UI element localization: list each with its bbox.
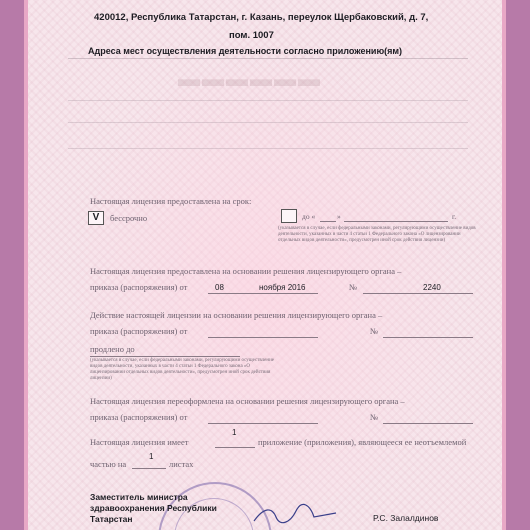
reissue-order-label: приказа (распоряжения) от xyxy=(90,412,188,422)
document-paper xyxy=(28,0,502,530)
extension-date-line xyxy=(208,337,318,338)
faint-line xyxy=(68,100,468,101)
appendix-sheets-line xyxy=(132,468,166,469)
appendix-sheets-label: листах xyxy=(169,459,194,469)
extended-until-label: продлено до xyxy=(90,344,135,354)
until-month-line xyxy=(344,221,448,222)
appendix-count-line xyxy=(215,447,255,448)
appendix-text: приложение (приложения), являющееся ее неотъемлемой xyxy=(258,437,467,447)
signatory-name: Р.С. Залалдинов xyxy=(373,513,439,523)
reissue-number-sign: № xyxy=(370,412,379,422)
until-mid: » xyxy=(337,212,341,221)
faded-watermark-title: ▬▬▬▬▬▬ xyxy=(178,66,322,91)
basis-date-line xyxy=(208,293,318,294)
until-prefix: до « xyxy=(302,212,316,221)
activity-places-text: Адреса мест осуществления деятельности согласно приложению(ям) xyxy=(88,46,403,56)
reissue-date-line xyxy=(208,423,318,424)
appendix-sheets: 1 xyxy=(149,452,154,461)
until-date-checkbox xyxy=(281,209,297,223)
signatory-position-line-1: Заместитель министра xyxy=(90,492,188,502)
indefinite-checkbox: V xyxy=(88,211,104,225)
faint-line xyxy=(68,148,468,149)
basis-number-sign: № xyxy=(349,282,358,292)
address-line-1: 420012, Республика Татарстан, г. Казань, переулок Щербаковский, д. 7, xyxy=(94,12,429,23)
extension-note: (указывается в случае, если федеральными законами, регулирующими осуществление видов деятельности, указанных в части 4 статьи 1 Федерального закона «О лицензировании отдельных видов деятельности», предусмотрен иной срок действия лицензии) xyxy=(90,358,274,381)
basis-order-label: приказа (распоряжения) от xyxy=(90,282,188,292)
basis-number: 2240 xyxy=(423,283,441,292)
signatory-position-line-2: здравоохранения Республики xyxy=(90,503,217,513)
basis-number-line xyxy=(363,293,473,294)
until-suffix: г. xyxy=(452,212,457,221)
appendix-part-label: частью на xyxy=(90,459,127,469)
basis-line-1: Настоящая лицензия предоставлена на основании решения лицензирующего органа – xyxy=(90,266,402,276)
appendix-has-label: Настоящая лицензия имеет xyxy=(90,437,189,447)
extension-order-label: приказа (распоряжения) от xyxy=(90,326,188,336)
basis-month-year: ноября 2016 xyxy=(259,283,306,292)
extension-line-1: Действие настоящей лицензии на основании решения лицензирующего органа – xyxy=(90,310,383,320)
basis-day: 08 xyxy=(215,283,224,292)
faint-line xyxy=(68,122,468,123)
header-underline xyxy=(68,58,468,59)
address-line-2: пом. 1007 xyxy=(229,30,274,41)
handwritten-signature xyxy=(250,503,340,525)
appendix-count: 1 xyxy=(232,428,237,437)
extension-number-sign: № xyxy=(370,326,379,336)
term-note: (указывается в случае, если федеральными законами, регулирующими осуществление видов деятельности, указанных в части 4 статьи 1 Федерального закона «О лицензировании отдельных видов деятельности», предусмотрен иной срок действия лицензии) xyxy=(278,226,476,243)
signatory-position-line-3: Татарстан xyxy=(90,514,133,524)
extension-number-line xyxy=(383,337,473,338)
until-day-line xyxy=(320,221,336,222)
term-label: Настоящая лицензия предоставлена на срок: xyxy=(90,196,252,206)
indefinite-label: бессрочно xyxy=(110,213,148,223)
reissue-number-line xyxy=(383,423,473,424)
extended-until-line xyxy=(90,356,240,357)
reissue-line-1: Настоящая лицензия переоформлена на основании решения лицензирующего органа – xyxy=(90,396,405,406)
